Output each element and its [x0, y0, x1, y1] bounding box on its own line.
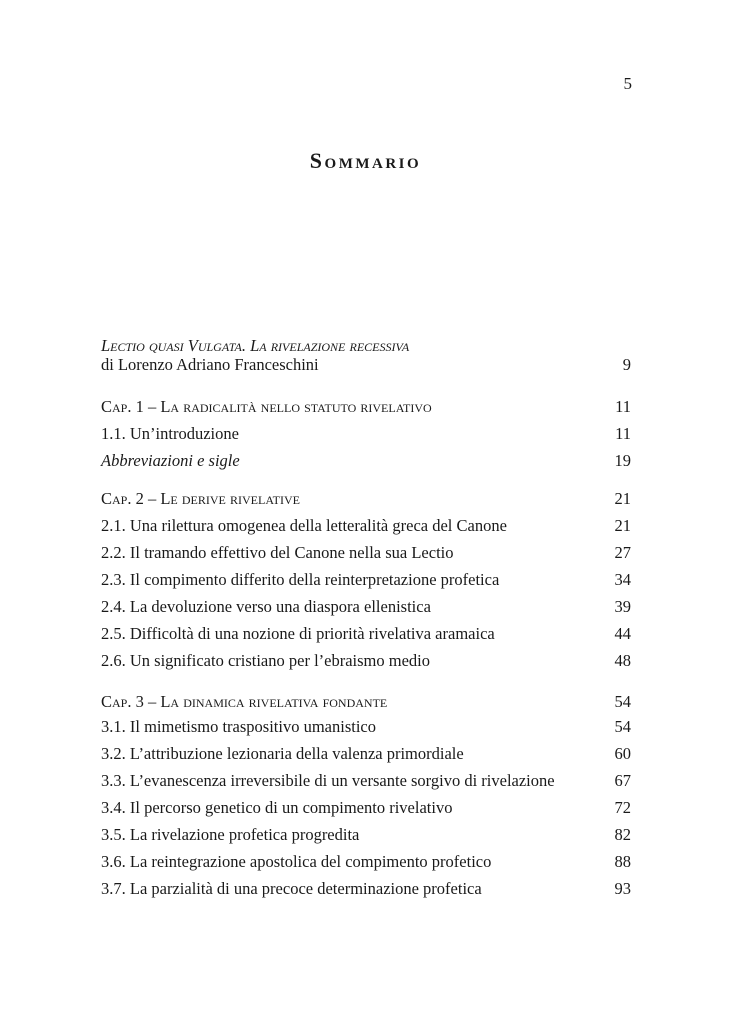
toc-entry-label: 3.3. L’evanescenza irreversibile di un versante sorgivo di rivelazione: [101, 771, 555, 790]
toc-entry-page: 82: [614, 825, 631, 844]
page-title: Sommario: [309, 148, 422, 173]
chapter-heading-page: 11: [615, 397, 631, 416]
toc-entry-page: 21: [614, 516, 631, 535]
toc-entry-label: 3.1. Il mimetismo traspositivo umanistico: [101, 717, 376, 736]
page-number: 5: [623, 74, 632, 93]
chapter-heading-label: Cap. 1 – La radicalità nello statuto rivelativo: [101, 397, 432, 416]
work-author: di Lorenzo Adriano Franceschini: [101, 355, 319, 374]
chapter-heading: [101, 397, 631, 416]
toc-entry: [101, 825, 631, 844]
chapter-heading-page: 21: [614, 489, 631, 508]
work-title: Lectio quasi Vulgata. La rivelazione recessiva: [101, 336, 410, 355]
toc-entry: [101, 570, 631, 589]
chapter-heading-label: Cap. 2 – Le derive rivelative: [101, 489, 300, 508]
toc-entry: [101, 651, 631, 670]
toc-entry-label: 2.6. Un significato cristiano per l’ebraismo medio: [101, 651, 431, 670]
toc-entry-label: 3.6. La reintegrazione apostolica del compimento profetico: [101, 852, 492, 871]
toc-entry: [101, 879, 631, 898]
toc-entry-page: 93: [614, 879, 631, 898]
toc-entry: [101, 771, 631, 790]
chapter-heading: [101, 692, 631, 711]
toc-entry-label: 3.7. La parzialità di una precoce determinazione profetica: [101, 879, 482, 898]
toc-entry-page: 72: [614, 798, 631, 817]
toc-entry-label: 3.4. Il percorso genetico di un compimento rivelativo: [101, 798, 453, 817]
toc-entry: [101, 597, 631, 616]
work-author-row: [101, 355, 631, 374]
toc-entry-page: 11: [615, 424, 631, 443]
toc-entry: [101, 543, 631, 562]
chapter-heading-label: Cap. 3 – La dinamica rivelativa fondante: [101, 692, 388, 711]
toc-entry-label: 3.2. L’attribuzione lezionaria della valenza primordiale: [101, 744, 464, 763]
toc-entry: [101, 624, 631, 643]
toc-entry-label: 1.1. Un’introduzione: [101, 424, 239, 443]
toc-entry: [101, 852, 631, 871]
toc-entry: [101, 451, 631, 470]
chapter-heading: [101, 489, 631, 508]
table-of-contents: [101, 336, 631, 898]
toc-entry: [101, 516, 631, 535]
toc-entry: [101, 717, 631, 736]
toc-entry-page: 67: [614, 771, 631, 790]
chapter-1: [101, 397, 631, 470]
toc-entry-page: 60: [614, 744, 631, 763]
toc-entry-page: 48: [614, 651, 631, 670]
chapter-heading-page: 54: [614, 692, 631, 711]
toc-entry-label: 2.3. Il compimento differito della reinterpretazione profetica: [101, 570, 500, 589]
toc-entry: [101, 424, 631, 443]
toc-entry-page: 39: [614, 597, 631, 616]
toc-entry-label: Abbreviazioni e sigle: [101, 451, 240, 470]
toc-entry-page: 88: [614, 852, 631, 871]
toc-entry: [101, 798, 631, 817]
toc-entry-label: 3.5. La rivelazione profetica progredita: [101, 825, 360, 844]
toc-entry-label: 2.1. Una rilettura omogenea della letteralità greca del Canone: [101, 516, 507, 535]
toc-entry-label: 2.4. La devoluzione verso una diaspora ellenistica: [101, 597, 431, 616]
toc-entry-page: 34: [614, 570, 631, 589]
toc-entry-page: 44: [614, 624, 631, 643]
toc-entry: [101, 744, 631, 763]
work-block: [101, 336, 631, 374]
toc-entry-page: 54: [614, 717, 631, 736]
chapter-2: [101, 489, 631, 670]
toc-entry-page: 27: [614, 543, 631, 562]
work-page: 9: [622, 355, 631, 374]
toc-entry-label: 2.2. Il tramando effettivo del Canone nella sua Lectio: [101, 543, 454, 562]
toc-entry-page: 19: [614, 451, 631, 470]
toc-entry-label: 2.5. Difficoltà di una nozione di priorità rivelativa aramaica: [101, 624, 495, 643]
chapter-3: [101, 692, 631, 898]
